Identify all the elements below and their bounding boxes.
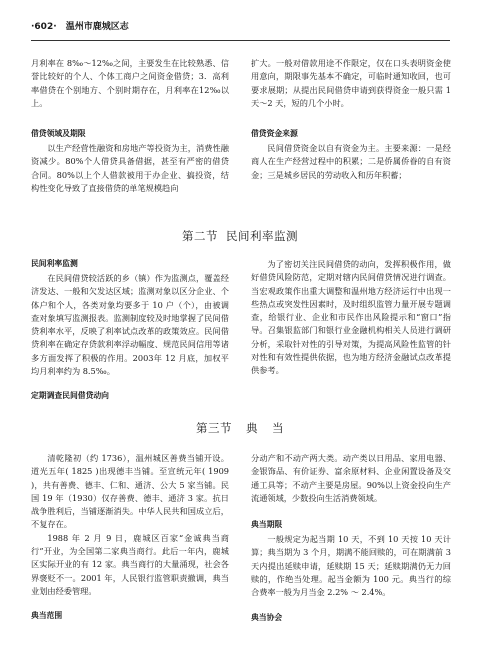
paragraph: 清乾隆初（约 1736），温州城区善费当铺开设。道光五年( 1825 )出现德丰当铺。至宣统元年( 1909 )，共有善费、德丰、仁和、通济、公大 5 家当铺。民国 19 年（1930）仅存善费、德丰、通济 3 家。抗日战争胜利后，当铺逐渐消失。中华人民共和国成立后，不复存在。 (31, 453, 229, 530)
paragraph: 分动产和不动产两大类。动产类以日用品、家用电器、金银饰品、有价证券、富余原材料、企业闲置设备及交通工具等；不动产主要是房屋。90%以上资金投向生产流通领域，少数投向生活消费领域。 (251, 453, 451, 503)
paragraph: 民间借贷资金以自有资金为主。主要来源：一是经商人在生产经营过程中的积累；二是侨属侨眷的自有资金；三是城乡居民的劳动收入和历年积蓄； (251, 143, 451, 180)
subheading: 典当协会 (251, 612, 283, 622)
paragraph: 月利率在 8‰～12‰之间，主要发生在比较熟悉、信誉比较好的个人、个体工商户之间资金借贷；3．高利率借贷在个别地方、个别时期存在，月利率在12‰以上。 (31, 58, 229, 108)
subheading: 典当期限 (251, 520, 283, 530)
page-number: ·602· (31, 22, 57, 32)
section-title (0, 228, 480, 244)
section3-right-column (251, 452, 451, 623)
section2-right-column (251, 258, 451, 378)
section2-left-column (31, 258, 229, 401)
paragraph: 扩大。一般对借款用途不作限定，仅在口头表明资金使用意向，期限事先基本不确定，可临时通知收回，也可要求展期；从提出民间借贷申请到获得资金一般只需 1 天～2 天，短的几个小时。 (251, 58, 451, 108)
section-heading: 民间利率监测 (226, 229, 298, 243)
subheading: 民间利率监测 (31, 259, 78, 268)
running-header (31, 19, 129, 32)
paragraph: 一般规定为起当期 10 天，不到 10 天按 10 天计算；典当期为 3 个月，期满不能回赎的，可在期满前 3 天内提出延赎申请，延赎期 15 天；延赎期满仍无力回赎的，作绝当处理。起当金额为 100 元。典当行的综合费率一般为月当金 2.2% ～ 2.4%。 (251, 534, 451, 598)
subheading: 典当范围 (31, 611, 63, 621)
section-title (0, 420, 480, 436)
section-heading-char: 典 (246, 421, 258, 435)
subheading: 定期调查民间借贷动向 (31, 391, 109, 401)
top-right-column (251, 57, 451, 182)
paragraph: 以生产经营性融资和房地产等投资为主，消费性融资减少。80%个人借贷具备借据，甚至有严密的借贷合同。80%以上个人借款被用于办企业、搞投资，结构性变化导致了直接借贷的单笔规模趋向 (31, 143, 229, 194)
paragraph: 为了密切关注民间借贷的动向，发挥积极作用，做好借贷风险防范，定期对辖内民间借贷情况进行调查。当宏观政策作出重大调整和温州地方经济运行中出现一些热点或突发性因素时，及时组织监管力量开展专题调查，给银行业、企业和市民作出风险提示和“窗口”指导。召集银监部门和银行业金融机构相关人员进行调研分析，采取针对性的引导对策，为提高风险性监管的针对性和有效性提供依据，也为地方经济金融试点改革提供参考。 (251, 259, 451, 376)
section-heading-char: 当 (272, 421, 284, 435)
section-number: 第二节 (182, 229, 218, 243)
section3-left-column (31, 452, 229, 621)
book-title: 温州市鹿城区志 (65, 22, 129, 32)
subheading: 借贷领域及期限 (31, 129, 86, 139)
paragraph: 在民间借贷较活跃的乡（镇）作为监测点，覆盖经济发达、一般和欠发达区域；监测对象以区分企业、个体户和个人，各类对象均要多于 10 户（个），由被调查对象填写监测报表。监测制度较及时地掌握了民间借贷利率水平，反映了利率试点改革的政策效应。民间借贷利率在确定存贷款利率浮动幅度、规范民间信用等诸多方面发挥了积极的作用。2003年 12 月底，加权平均月利率约为 8.5‰。 (31, 273, 229, 377)
top-left-column (31, 57, 229, 195)
section-number: 第三节 (196, 421, 232, 435)
paragraph: 1988 年 2 月 9 日，鹿城区百家“金诚典当商行”开业，为全国第二家典当商行。此后一年内，鹿城区实际开业的有 12 家。典当商行的大量涌现，社会各界褒贬不一。2001 年，人民银行监管职责撤调，典当业划由经委管理。 (31, 532, 229, 596)
subheading: 借贷资金来源 (251, 129, 298, 139)
header-rule (31, 40, 450, 41)
